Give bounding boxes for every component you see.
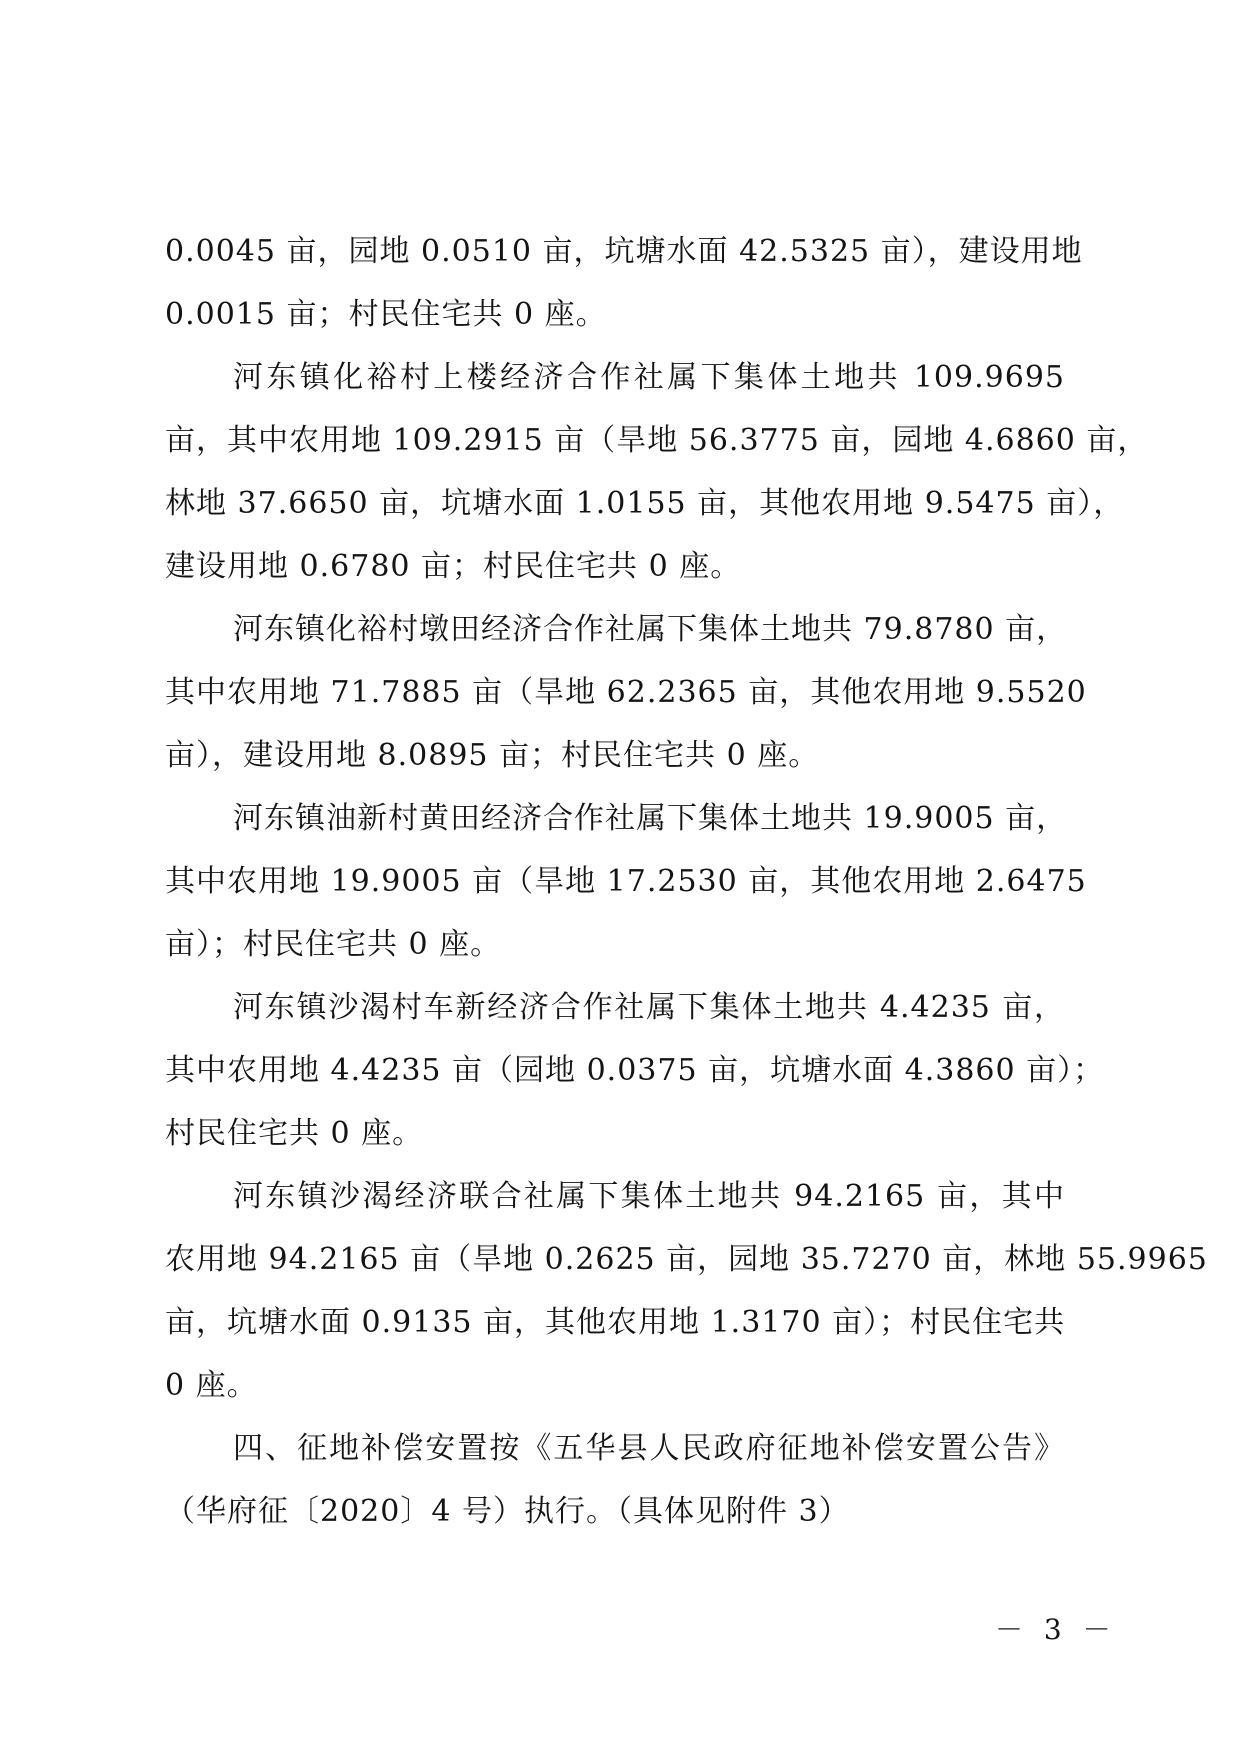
text-line: 其中农用地 71.7885 亩（旱地 62.2365 亩，其他农用地 9.5520 (165, 675, 1087, 710)
text-line: 0.0015 亩；村民住宅共 0 座。 (165, 297, 607, 332)
text-line: 其中农用地 19.9005 亩（旱地 17.2530 亩，其他农用地 2.6475 (165, 864, 1087, 899)
paragraph-first-line: 河东镇化裕村上楼经济合作社属下集体土地共 109.9695 (233, 360, 1065, 395)
paragraph-first-line: 四、征地补偿安置按《五华县人民政府征地补偿安置公告》 (233, 1431, 1065, 1466)
text-line: 农用地 94.2165 亩（旱地 0.2625 亩，园地 35.7270 亩，林地 55.9965 (165, 1242, 1208, 1277)
text-line: 亩，坑塘水面 0.9135 亩，其他农用地 1.3170 亩）；村民住宅共 (165, 1305, 1066, 1340)
text-line: （华府征〔2020〕4 号）执行。（具体见附件 3） (165, 1494, 850, 1529)
text-line: 0 座。 (165, 1368, 258, 1403)
text-line: 建设用地 0.6780 亩；村民住宅共 0 座。 (165, 549, 742, 584)
document-body (165, 220, 1208, 1543)
text-line: 亩，其中农用地 109.2915 亩（旱地 56.3775 亩，园地 4.6860 亩， (165, 423, 1149, 458)
text-line: 0.0045 亩，园地 0.0510 亩，坑塘水面 42.5325 亩），建设用地 (165, 234, 1083, 269)
paragraph-first-line: 河东镇沙渴村车新经济合作社属下集体土地共 4.4235 亩， (233, 990, 1065, 1025)
text-line: 其中农用地 4.4235 亩（园地 0.0375 亩，坑塘水面 4.3860 亩）； (165, 1053, 1105, 1088)
paragraph-first-line: 河东镇化裕村墩田经济合作社属下集体土地共 79.8780 亩， (233, 612, 1068, 647)
text-line: 亩）；村民住宅共 0 座。 (165, 927, 502, 962)
text-line: 亩），建设用地 8.0895 亩；村民住宅共 0 座。 (165, 738, 820, 773)
text-line: 林地 37.6650 亩，坑塘水面 1.0155 亩，其他农用地 9.5475 亩）， (165, 486, 1125, 521)
text-line: 村民住宅共 0 座。 (165, 1116, 424, 1151)
paragraph-first-line: 河东镇沙渴经济联合社属下集体土地共 94.2165 亩，其中 (233, 1179, 1065, 1214)
page-number: － 3 － (995, 1613, 1117, 1646)
paragraph-first-line: 河东镇油新村黄田经济合作社属下集体土地共 19.9005 亩， (233, 801, 1068, 836)
